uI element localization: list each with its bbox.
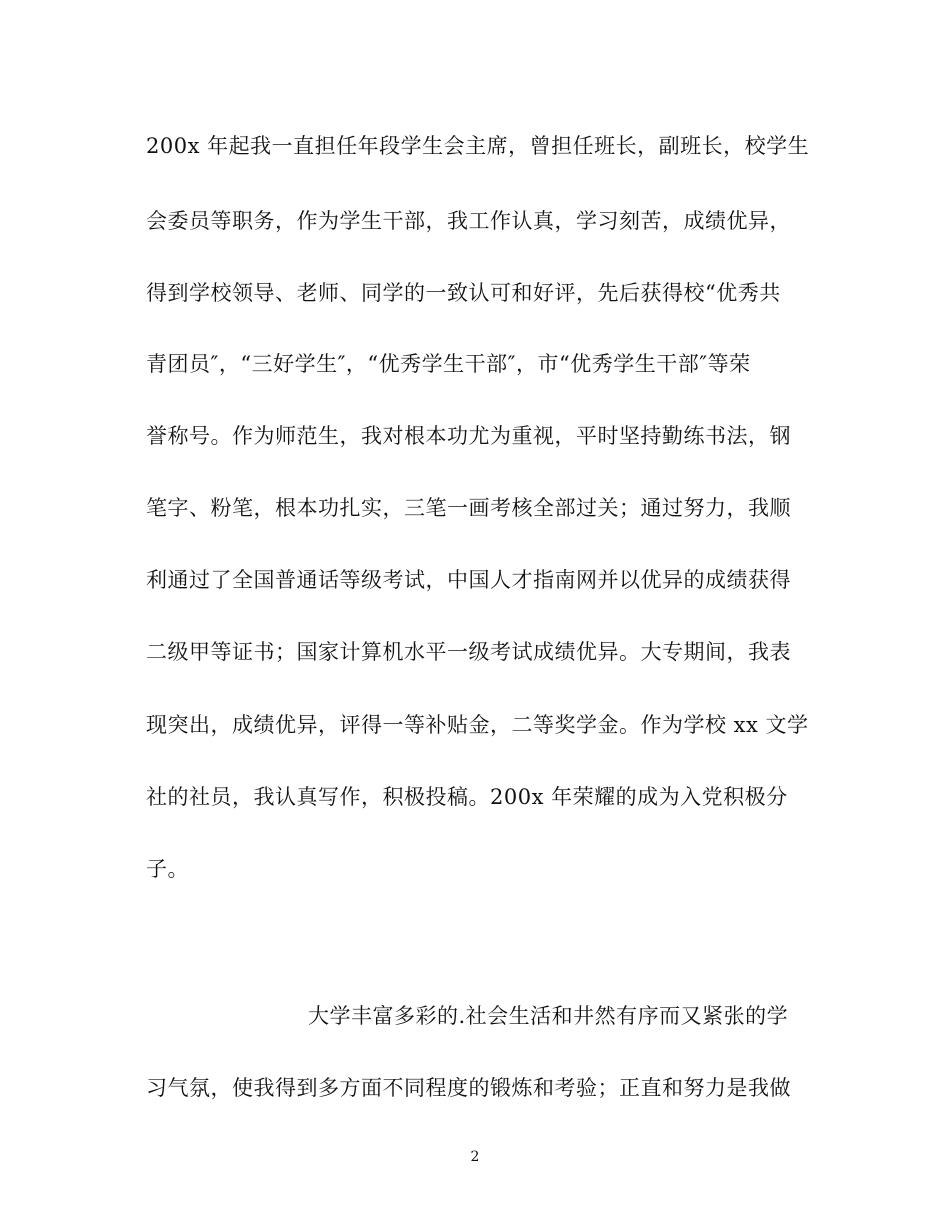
paragraph-1-line-3: 得到学校领导、老师、同学的一致认可和好评，先后获得校“优秀共 xyxy=(146,281,781,305)
paragraph-2-line-1: 大学丰富多彩的.社会生活和井然有序而又紧张的学 xyxy=(308,1004,789,1028)
paragraph-2-line-2: 习气氛，使我得到多方面不同程度的锻炼和考验；正直和努力是我做 xyxy=(146,1076,791,1100)
paragraph-1-line-11: 子。 xyxy=(146,857,189,881)
paragraph-1-line-8: 二级甲等证书；国家计算机水平一级考试成绩优异。大专期间，我表 xyxy=(146,640,791,664)
paragraph-1-line-1: 200x 年起我一直担任年段学生会主席，曾担任班长，副班长，校学生 xyxy=(146,134,810,158)
paragraph-1-line-5: 誉称号。作为师范生，我对根本功尤为重视，平时坚持勤练书法，钢 xyxy=(146,424,791,448)
page-number: 2 xyxy=(470,1149,480,1165)
paragraph-1-line-9: 现突出，成绩优异，评得一等补贴金，二等奖学金。作为学校 xx 文学 xyxy=(146,713,809,737)
paragraph-1-line-4: 青团员″，“三好学生″，“优秀学生干部″，市“优秀学生干部″等荣 xyxy=(146,352,751,376)
paragraph-1-line-6: 笔字、粉笔，根本功扎实，三笔一画考核全部过关；通过努力，我顺 xyxy=(146,496,791,520)
paragraph-1-line-7: 利通过了全国普通话等级考试，中国人才指南网并以优异的成绩获得 xyxy=(146,568,791,592)
paragraph-1-line-2: 会委员等职务，作为学生干部，我工作认真，学习刻苦，成绩优异， xyxy=(146,209,791,233)
paragraph-1-line-10: 社的社员，我认真写作，积极投稿。200x 年荣耀的成为入党积极分 xyxy=(146,785,788,809)
